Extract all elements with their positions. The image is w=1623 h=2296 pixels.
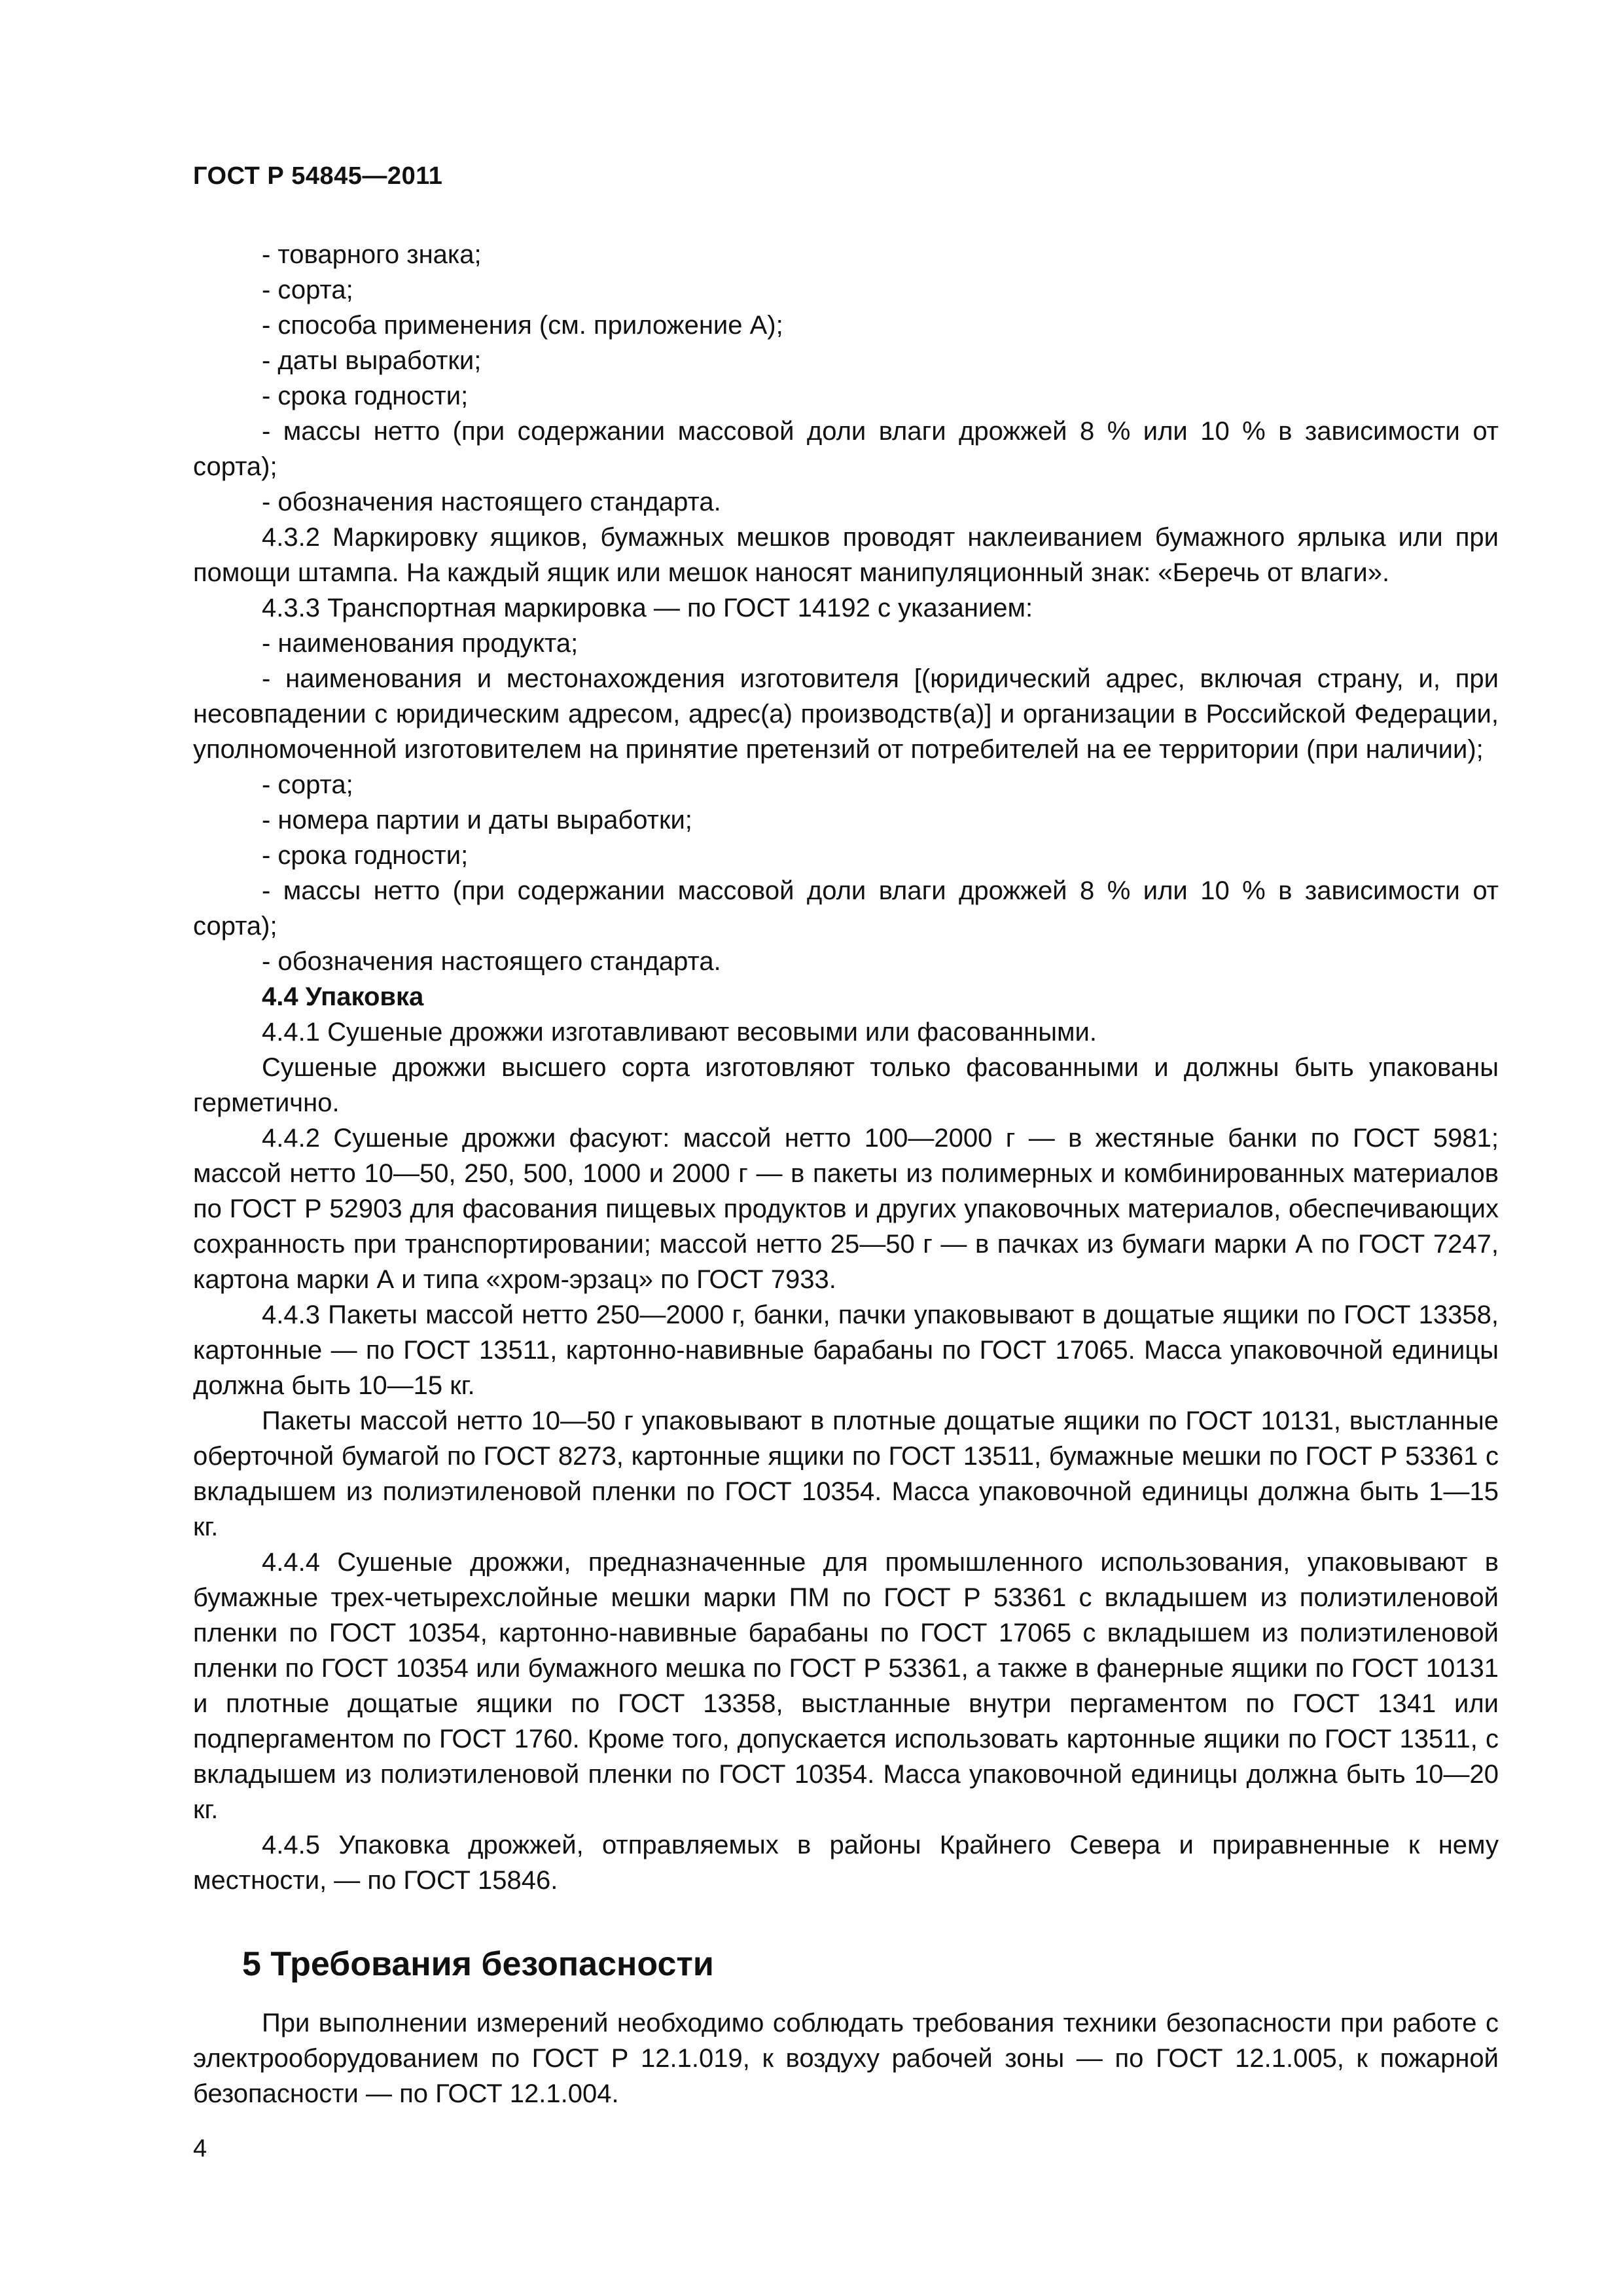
list-item: - товарного знака;: [262, 240, 482, 269]
section-heading-4-4: 4.4 Упаковка: [262, 982, 424, 1011]
document-body: [193, 237, 1499, 2111]
paragraph: Пакеты массой нетто 10—50 г упаковывают в плотные дощатые ящики по ГОСТ 10131, выстланные оберточной бумагой по ГОСТ 8273, картонные ящики по ГОСТ 13511, бумажные мешки по ГОСТ Р 53361 с вкладышем из полиэтиленовой пленки по ГОСТ 10354. Масса упаковочной единицы должна быть 1—15 кг.: [193, 1407, 1499, 1541]
clause-4-4-3: 4.4.3 Пакеты массой нетто 250—2000 г, банки, пачки упаковывают в дощатые ящики по ГОСТ 13358, картонные — по ГОСТ 13511, картонно-навивные барабаны по ГОСТ 17065. Масса упаковочной единицы должна быть 10—15 кг.: [193, 1300, 1499, 1400]
section-heading-5: 5 Требования безопасности: [242, 1945, 714, 1983]
clause-4-4-2: 4.4.2 Сушеные дрожжи фасуют: массой нетто 100—2000 г — в жестяные банки по ГОСТ 5981; массой нетто 10—50, 250, 500, 1000 и 2000 г — в пакеты из полимерных и комбинированных материалов по ГОСТ Р 52903 для фасования пищевых продуктов и других упаковочных материалов, обеспечивающих сохранность при транспортировании; массой нетто 25—50 г — в пачках из бумаги марки А по ГОСТ 7247, картона марки А и типа «хром-эрзац» по ГОСТ 7933.: [193, 1124, 1499, 1294]
clause-4-4-4: 4.4.4 Сушеные дрожжи, предназначенные для промышленного использования, упаковывают в бумажные трех-четырехслойные мешки марки ПМ по ГОСТ Р 53361 с вкладышем из полиэтиленовой пленки по ГОСТ 10354, картонно-навивные барабаны по ГОСТ 17065 с вкладышем из полиэтиленовой пленки по ГОСТ 10354 или бумажного мешка по ГОСТ Р 53361, а также в фанерные ящики по ГОСТ 10131 и плотные дощатые ящики по ГОСТ 13358, выстланные внутри пергаментом по ГОСТ 1341 или подпергаментом по ГОСТ 1760. Кроме того, допускается использовать картонные ящики по ГОСТ 13511, с вкладышем из полиэтиленовой пленки по ГОСТ 10354. Масса упаковочной единицы должна быть 10—20 кг.: [193, 1548, 1499, 1824]
list-item: - массы нетто (при содержании массовой доли влаги дрожжей 8 % или 10 % в зависимости от сорта);: [193, 417, 1499, 481]
clause-4-3-2: 4.3.2 Маркировку ящиков, бумажных мешков проводят наклеиванием бумажного ярлыка или при помощи штампа. На каждый ящик или мешок наносят манипуляционный знак: «Беречь от влаги».: [193, 523, 1499, 587]
list-item: - срока годности;: [262, 382, 469, 410]
document-header: ГОСТ Р 54845—2011: [193, 162, 443, 190]
list-item: - номера партии и даты выработки;: [262, 806, 692, 834]
list-item: - способа применения (см. приложение А);: [262, 311, 783, 340]
list-item: - срока годности;: [262, 841, 469, 870]
list-item: - сорта;: [262, 770, 353, 799]
list-item: - массы нетто (при содержании массовой доли влаги дрожжей 8 % или 10 % в зависимости от сорта);: [193, 876, 1499, 941]
list-item: - обозначения настоящего стандарта.: [262, 488, 721, 516]
safety-paragraph: При выполнении измерений необходимо соблюдать требования техники безопасности при работе с электрооборудованием по ГОСТ Р 12.1.019, к воздуху рабочей зоны — по ГОСТ 12.1.005, к пожарной безопасности — по ГОСТ 12.1.004.: [193, 2009, 1499, 2108]
clause-4-4-1: 4.4.1 Сушеные дрожжи изготавливают весовыми или фасованными.: [262, 1018, 1097, 1047]
page-number: 4: [193, 2135, 207, 2162]
list-item: - сорта;: [262, 276, 353, 304]
list-item: - даты выработки;: [262, 346, 482, 375]
paragraph: Сушеные дрожжи высшего сорта изготовляют только фасованными и должны быть упакованы герметично.: [193, 1053, 1499, 1117]
clause-4-4-5: 4.4.5 Упаковка дрожжей, отправляемых в районы Крайнего Севера и приравненные к нему местности, — по ГОСТ 15846.: [193, 1831, 1499, 1895]
list-item: - наименования и местонахождения изготовителя [(юридический адрес, включая страну, и, при несовпадении с юридическим адресом, адрес(а) производств(а)] и организации в Российской Федерации, уполномоченной изготовителем на принятие претензий от потребителей на ее территории (при наличии);: [193, 664, 1499, 764]
list-item: - наименования продукта;: [262, 629, 579, 658]
list-item: - обозначения настоящего стандарта.: [262, 947, 721, 976]
clause-4-3-3: 4.3.3 Транспортная маркировка — по ГОСТ 14192 с указанием:: [262, 594, 1033, 622]
